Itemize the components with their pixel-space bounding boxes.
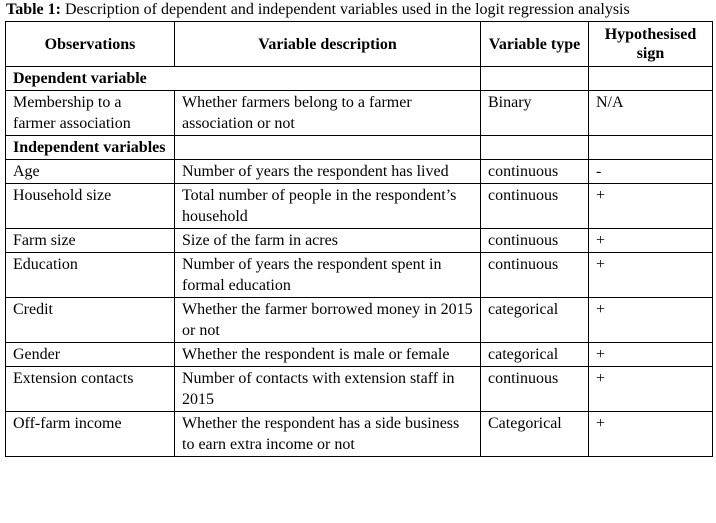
table-row [6,343,713,367]
cell-observation: Age [6,160,175,184]
empty-cell [589,67,713,91]
table-row [6,412,713,457]
cell-type: Categorical [481,412,589,457]
cell-sign: + [589,367,713,412]
cell-type: continuous [481,253,589,298]
table-row [6,160,713,184]
cell-type: continuous [481,160,589,184]
cell-description: Whether the respondent has a side business to earn extra income or not [175,412,481,457]
cell-observation: Farm size [6,229,175,253]
cell-type: Binary [481,91,589,136]
caption-text: Description of dependent and independent variables used in the logit regression analysis [60,1,630,18]
cell-sign: + [589,253,713,298]
empty-cell [589,136,713,160]
cell-description: Total number of people in the respondent’s household [175,184,481,229]
cell-observation: Off-farm income [6,412,175,457]
cell-observation: Household size [6,184,175,229]
cell-description: Number of contacts with extension staff in 2015 [175,367,481,412]
caption-lead: Table 1: [6,1,61,18]
cell-sign: + [589,298,713,343]
table-body [6,22,713,457]
table-caption [6,2,712,18]
empty-cell [481,136,589,160]
section-label-independent: Independent variables [6,136,175,160]
cell-observation: Education [6,253,175,298]
cell-sign: - [589,160,713,184]
section-row-independent [6,136,713,160]
table-row [6,367,713,412]
cell-observation: Gender [6,343,175,367]
cell-sign: + [589,184,713,229]
table-row [6,253,713,298]
section-label-dependent: Dependent variable [6,67,481,91]
cell-description: Number of years the respondent has lived [175,160,481,184]
header-description: Variable description [175,22,481,67]
empty-cell [175,136,481,160]
header-sign: Hypothesised sign [589,22,713,67]
header-row [6,22,713,67]
cell-type: continuous [481,184,589,229]
cell-observation: Credit [6,298,175,343]
cell-observation: Membership to a farmer association [6,91,175,136]
table-row [6,298,713,343]
table-row [6,229,713,253]
cell-sign: + [589,412,713,457]
section-row-dependent [6,67,713,91]
cell-type: continuous [481,229,589,253]
cell-sign: + [589,229,713,253]
table-row [6,91,713,136]
cell-type: categorical [481,298,589,343]
cell-description: Whether the farmer borrowed money in 2015 or not [175,298,481,343]
empty-cell [481,67,589,91]
cell-description: Number of years the respondent spent in formal education [175,253,481,298]
cell-description: Size of the farm in acres [175,229,481,253]
document-page [0,2,716,523]
cell-sign: N/A [589,91,713,136]
header-type: Variable type [481,22,589,67]
cell-sign: + [589,343,713,367]
variables-table [5,21,713,457]
cell-observation: Extension contacts [6,367,175,412]
cell-description: Whether the respondent is male or female [175,343,481,367]
cell-type: categorical [481,343,589,367]
cell-description: Whether farmers belong to a farmer association or not [175,91,481,136]
table-row [6,184,713,229]
header-observations: Observations [6,22,175,67]
cell-type: continuous [481,367,589,412]
